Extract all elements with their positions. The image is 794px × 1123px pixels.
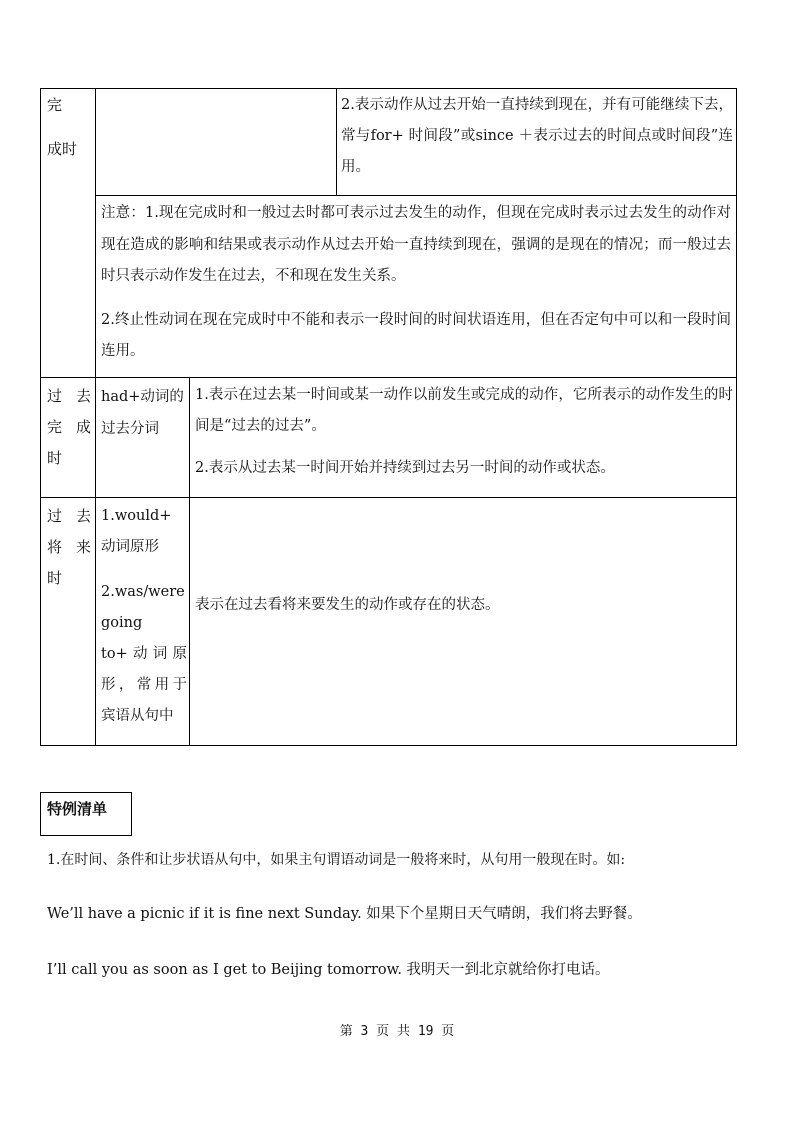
example-sentence-1: We’ll have a picnic if it is fine next Sunday. 如果下个星期日天气晴朗，我们将去野餐。	[47, 906, 642, 922]
row-label-line: 时	[47, 569, 63, 587]
table-border-right	[736, 88, 737, 746]
usage-text: 表示在过去看将来要发生的动作或存在的状态。	[195, 597, 500, 613]
table-border-top	[40, 88, 737, 89]
row-label-line: 将来	[47, 538, 91, 556]
row-label-line: 完成	[47, 418, 91, 436]
past-future-forms	[101, 501, 187, 732]
section-title: 特例清单	[40, 792, 132, 836]
row-label-line: 成时	[47, 140, 78, 158]
column-divider	[189, 377, 190, 746]
table-border-left	[40, 88, 41, 746]
row-label-present-perfect	[47, 91, 91, 163]
note-cell	[101, 198, 731, 368]
column-divider	[95, 88, 96, 746]
page-number: 第 3 页 共 19 页	[339, 1024, 455, 1039]
row-divider	[95, 195, 737, 196]
row-label-line: 过去	[47, 507, 91, 525]
past-perfect-usage	[195, 380, 733, 484]
present-perfect-usage-2	[341, 90, 733, 183]
form-1: 1.would+ 动词原形	[101, 508, 172, 555]
section-item-1: 1.在时间、条件和让步状语从句中，如果主句谓语动词是一般将来时，从句用一般现在时。如:	[47, 852, 626, 868]
form-2: 2.was/were going to+动词原形，常用于宾语从句中	[101, 584, 187, 724]
row-divider	[40, 497, 737, 498]
row-label-line: 过去	[47, 387, 91, 405]
row-divider	[40, 377, 737, 378]
usage-1: 1.表示在过去某一时间或某一动作以前发生或完成的动作，它所表示的动作发生的时间是“过去的过去”。	[195, 387, 733, 434]
row-label-line: 时	[47, 449, 63, 467]
table-border-bottom	[40, 745, 737, 746]
row-label-past-future	[47, 501, 91, 594]
usage-2: 2.表示从过去某一时间开始并持续到过去另一时间的动作或状态。	[195, 460, 615, 476]
form-text: had+动词的过去分词	[101, 389, 184, 437]
note-line-1: 注意：1.现在完成时和一般过去时都可表示过去发生的动作，但现在完成时表示过去发生的动作对现在造成的影响和结果或表示动作从过去开始一直持续到现在，强调的是现在的情况；而一般过去时只表示动作发生在过去，不和现在发生关系。	[101, 205, 731, 284]
past-perfect-form	[101, 381, 187, 445]
example-sentence-2: I’ll call you as soon as I get to Beijing tomorrow. 我明天一到北京就给你打电话。	[47, 962, 610, 978]
usage-text: 2.表示动作从过去开始一直持续到现在，并有可能继续下去，常与for+ 时间段”或since ＋表示过去的时间点或时间段”连用。	[341, 97, 733, 175]
row-label-past-perfect	[47, 381, 91, 474]
note-line-2: 2.终止性动词在现在完成时中不能和表示一段时间的时间状语连用，但在否定句中可以和一段时间连用。	[101, 311, 731, 359]
column-divider	[336, 88, 337, 196]
past-future-usage	[195, 590, 733, 621]
row-label-line: 完	[47, 96, 63, 114]
